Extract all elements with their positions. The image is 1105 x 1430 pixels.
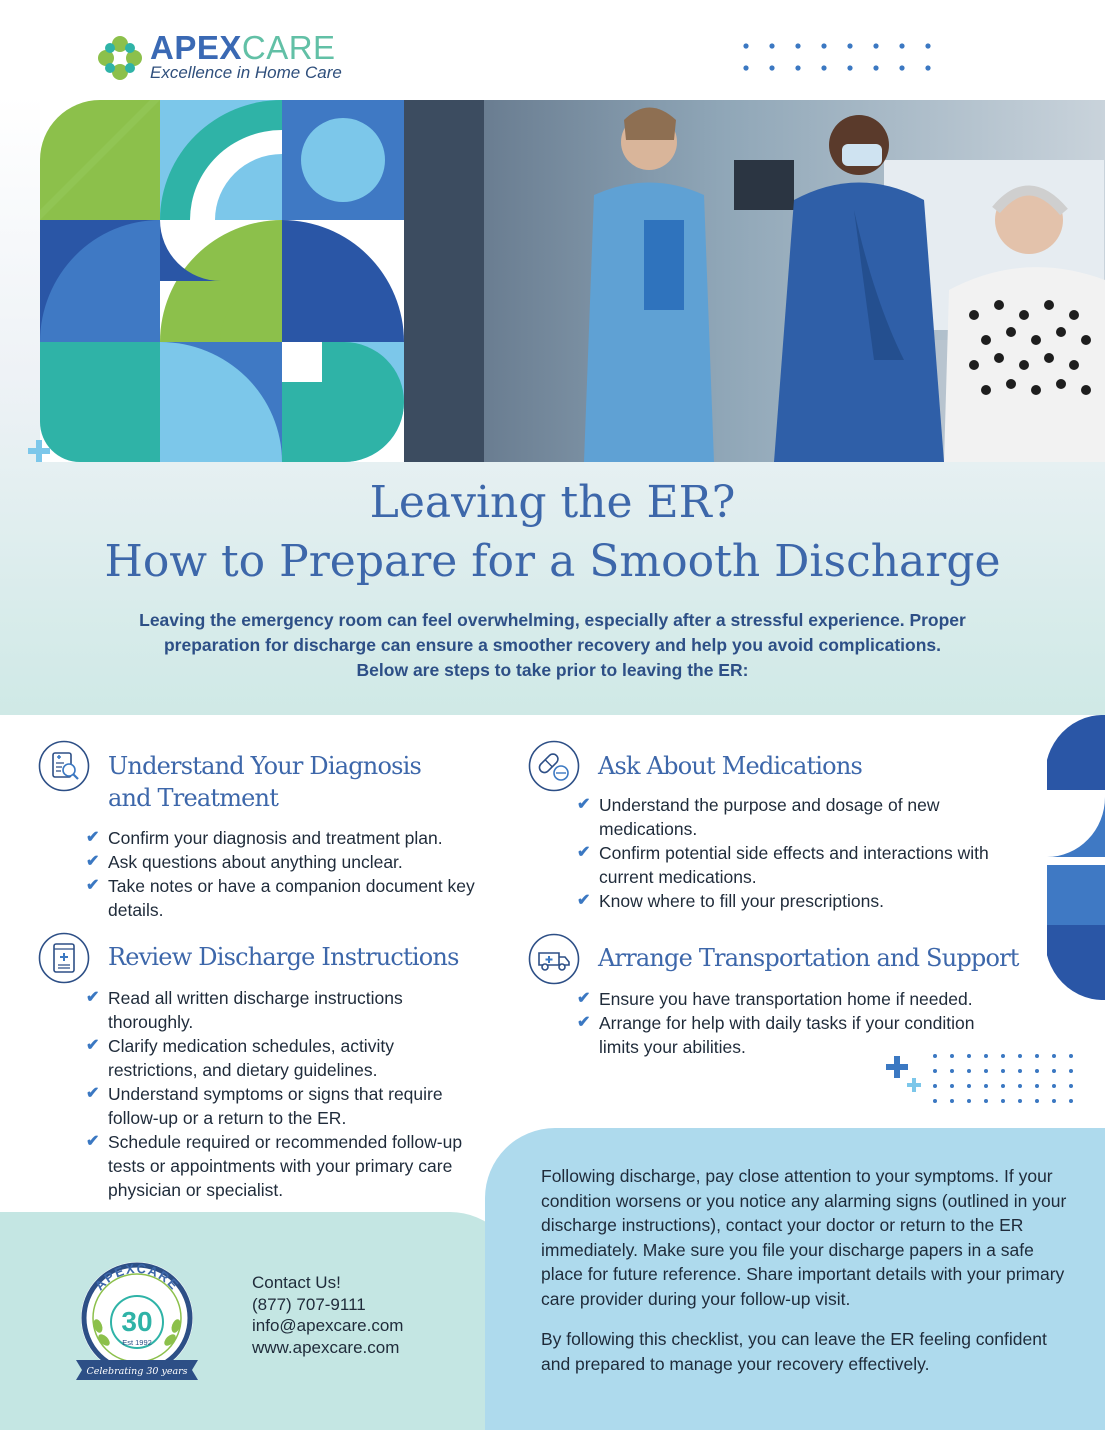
apexcare-logo-icon [96,34,144,82]
list-item-text: Confirm your diagnosis and treatment plan. [108,828,443,848]
anniversary-badge [70,1256,204,1390]
list-item-text: Confirm potential side effects and interactions with current medications. [599,843,989,887]
list-item [86,826,486,850]
checkmark-icon: ✔ [86,829,100,846]
contact-block [252,1272,403,1358]
list-item-text: Schedule required or recommended follow-up tests or appointments with your primary care physician or specialist. [108,1132,463,1200]
checkmark-icon: ✔ [86,1133,100,1150]
geometric-mosaic [40,100,404,462]
list-item [86,1034,486,1082]
diagnosis-checklist [86,826,486,922]
discharge-document-icon [38,932,90,984]
list-item [86,1082,486,1130]
intro-line: Below are steps to take prior to leaving the ER: [356,660,749,680]
checkmark-icon: ✔ [86,1037,100,1054]
checkmark-icon: ✔ [86,989,100,1006]
list-item-text: Take notes or have a companion document key details. [108,876,475,920]
list-item [86,850,486,874]
checkmark-icon: ✔ [577,990,591,1007]
closing-paragraph: Following discharge, pay close attention to your symptoms. If your condition worsens or you notice any alarming signs (outlined in your discharge instructions), contact your doctor or return to the ER immediately. Make sure you file your discharge papers in a safe place for future reference. Share important details with your primary care provider during your follow-up visit. [541,1166,1067,1309]
checkmark-icon: ✔ [577,892,591,909]
list-item-text: Know where to fill your prescriptions. [599,891,884,911]
list-item-text: Clarify medication schedules, activity restrictions, and dietary guidelines. [108,1036,394,1080]
ambulance-icon [528,933,580,985]
diagnosis-magnifier-icon [38,740,90,792]
list-item-text: Understand symptoms or signs that require follow-up or a return to the ER. [108,1084,443,1128]
list-item-text: Understand the purpose and dosage of new medications. [599,795,940,839]
double-plus-icon [884,1054,924,1094]
list-item [86,986,486,1034]
transport-checklist [577,987,1017,1059]
badge-brand-text: APEXCARE [91,1260,183,1294]
decorative-dot-grid [930,1052,1080,1112]
checkmark-icon: ✔ [86,877,100,894]
badge-established: Est 1992 [122,1338,152,1347]
section-title-diagnosis [108,750,421,814]
discharge-checklist [86,986,486,1202]
contact-heading: Contact Us! [252,1273,341,1292]
intro-text [100,608,1005,683]
list-item [86,874,486,922]
page-title-line2: How to Prepare for a Smooth Discharge [104,536,1001,587]
badge-number: 30 [121,1306,153,1337]
list-item [577,841,1032,889]
badge-ribbon: Celebrating 30 years [86,1366,188,1377]
checkmark-icon: ✔ [577,1014,591,1031]
plus-icon [26,438,52,464]
brand-care: CARE [241,29,336,66]
checkmark-icon: ✔ [86,853,100,870]
contact-website[interactable]: www.apexcare.com [252,1337,400,1357]
intro-line: preparation for discharge can ensure a smoother recovery and help you avoid complications. [163,635,942,655]
list-item-text: Ask questions about anything unclear. [108,852,403,872]
brand-name [150,30,336,66]
list-item-text: Arrange for help with daily tasks if your condition limits your abilities. [599,1013,975,1057]
list-item [577,889,1032,913]
list-item [577,793,1032,841]
list-item [86,1130,486,1202]
checkmark-icon: ✔ [577,796,591,813]
decorative-edge-shapes [1047,715,1105,1000]
closing-text [541,1164,1071,1392]
list-item-text: Read all written discharge instructions thoroughly. [108,988,403,1032]
checkmark-icon: ✔ [86,1085,100,1102]
checkmark-icon: ✔ [577,844,591,861]
hero-photo-er-staff-with-patient [404,100,1105,462]
contact-phone[interactable]: (877) 707-9111 [252,1294,366,1314]
page-title-line1: Leaving the ER? [369,477,736,528]
list-item [577,987,1017,1011]
section-title-medications: Ask About Medications [598,752,863,780]
closing-paragraph: By following this checklist, you can leave the ER feeling confident and prepared to manage your recovery effectively. [541,1329,1047,1374]
section-title-transport: Arrange Transportation and Support [598,944,1019,972]
contact-email[interactable]: info@apexcare.com [252,1316,404,1335]
decorative-dot-grid [742,40,942,76]
intro-line: Leaving the emergency room can feel overwhelming, especially after a stressful experience. Proper [139,610,966,630]
section-title-discharge: Review Discharge Instructions [108,943,459,971]
list-item-text: Ensure you have transportation home if needed. [599,989,973,1009]
brand-apex: APEX [150,29,242,66]
brand-tagline: Excellence in Home Care [150,63,342,82]
section-title-line: and Treatment [108,784,279,812]
medication-pills-icon [528,740,580,792]
medications-checklist [577,793,1032,913]
section-title-line: Understand Your Diagnosis [108,752,422,780]
